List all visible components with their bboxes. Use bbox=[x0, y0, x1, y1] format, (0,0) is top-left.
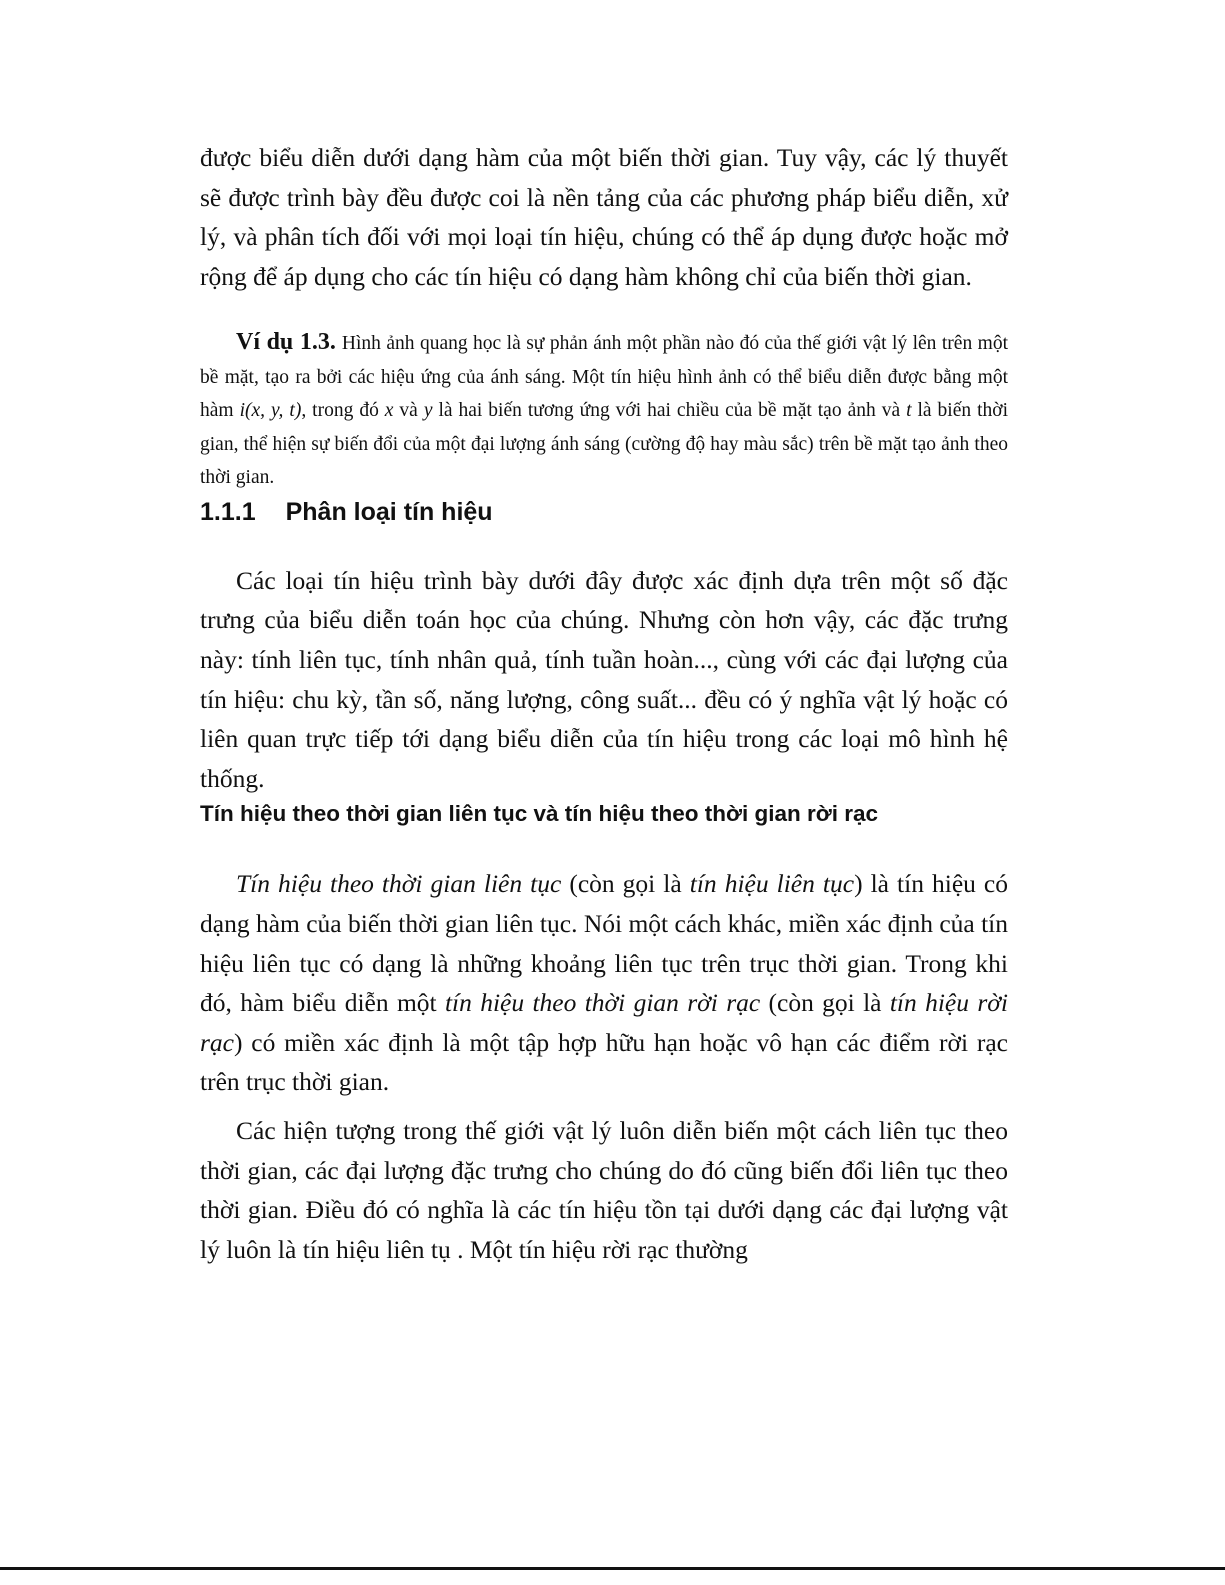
physical-phenomena-paragraph: Các hiện tượng trong thế giới vật lý luôn diễn biến một cách liên tục theo thời gian, các đại lượng đặc trưng cho chúng do đó cũng biến đổi liên tục theo thời gian. Điều đó có nghĩa là các tín hiệu tồn tại dưới dạng các đại lượng vật lý luôn là tín hiệu liên tụ . Một tín hiệu rời rạc thường bbox=[200, 1116, 1008, 1264]
intro-paragraph: được biểu diễn dưới dạng hàm của một biến thời gian. Tuy vậy, các lý thuyết sẽ được trình bày đều được coi là nền tảng của các phương pháp biểu diễn, xử lý, và phân tích đối với mọi loại tín hiệu, chúng có thể áp dụng được hoặc mở rộng để áp dụng cho các tín hiệu có dạng hàm không chỉ của biến thời gian. bbox=[200, 143, 1008, 291]
section-paragraph: Các loại tín hiệu trình bày dưới đây được xác định dựa trên một số đặc trưng của biểu diễn toán học của chúng. Nhưng còn hơn vậy, các đặc trưng này: tính liên tục, tính nhân quả, tính tuần hoàn..., cùng với các đại lượng của tín hiệu: chu kỳ, tần số, năng lượng, công suất... đều có ý nghĩa vật lý hoặc có liên quan trực tiếp tới dạng biểu diễn của tín hiệu trong các loại mô hình hệ thống. bbox=[200, 565, 1008, 793]
example-text: là biến thời gian, thể hiện sự biến đổi của một đại lượng ánh sáng (cường độ hay màu sắc) trên bề mặt tạo ảnh theo thời gian. bbox=[200, 400, 1008, 489]
example-math-t: t bbox=[906, 400, 912, 422]
example-text: là hai biến tương ứng với hai chiều của bề mặt tạo ảnh và bbox=[432, 400, 907, 422]
paragraph-text: (còn gọi là bbox=[561, 869, 690, 899]
term-discrete-signal: tín hiệu rời rạc bbox=[200, 988, 1008, 1057]
section-number: 1.1.1 bbox=[200, 497, 256, 526]
example-label: Ví dụ 1.3. bbox=[236, 329, 336, 356]
paragraph-text: ) là tín hiệu có dạng hàm của biến thời gian liên tục. Nói một cách khác, miền xác định của tín hiệu liên tục có dạng là những khoảng liên tục trên trục thời gian. Trong khi đó, hàm biểu diễn một bbox=[200, 869, 1008, 1018]
subsection-heading: Tín hiệu theo thời gian liên tục và tín hiệu theo thời gian rời rạc bbox=[200, 801, 879, 827]
example-text: Hình ảnh quang học là sự phản ánh một phần nào đó của thế giới vật lý lên trên một bề mặt, tạo ra bởi các hiệu ứng của ánh sáng. Một tín hiệu hình ảnh có thể biểu diễn được bằng một hàm bbox=[200, 333, 1008, 422]
paragraph-text: (còn gọi là bbox=[760, 988, 890, 1018]
document-page bbox=[200, 138, 1008, 1269]
example-text: , trong đó bbox=[301, 400, 385, 422]
example-math-y: y bbox=[423, 400, 433, 422]
paragraph-text: ) có miền xác định là một tập hợp hữu hạn hoặc vô hạn các điểm rời rạc trên trục thời gian. bbox=[200, 1027, 1008, 1097]
section-title: Phân loại tín hiệu bbox=[285, 497, 493, 526]
example-math-function: i(x, y, t) bbox=[239, 400, 302, 422]
term-discrete-time-signal: tín hiệu theo thời gian rời rạc bbox=[444, 988, 761, 1018]
section-heading bbox=[200, 497, 1008, 527]
term-continuous-signal: tín hiệu liên tục bbox=[689, 869, 855, 899]
example-text: và bbox=[393, 400, 424, 422]
page-bottom-rule bbox=[0, 1567, 1225, 1570]
example-math-x: x bbox=[384, 400, 394, 422]
term-continuous-time-signal: Tín hiệu theo thời gian liên tục bbox=[236, 869, 562, 899]
continuous-discrete-paragraph bbox=[200, 864, 1008, 1102]
example-block bbox=[200, 326, 1008, 495]
